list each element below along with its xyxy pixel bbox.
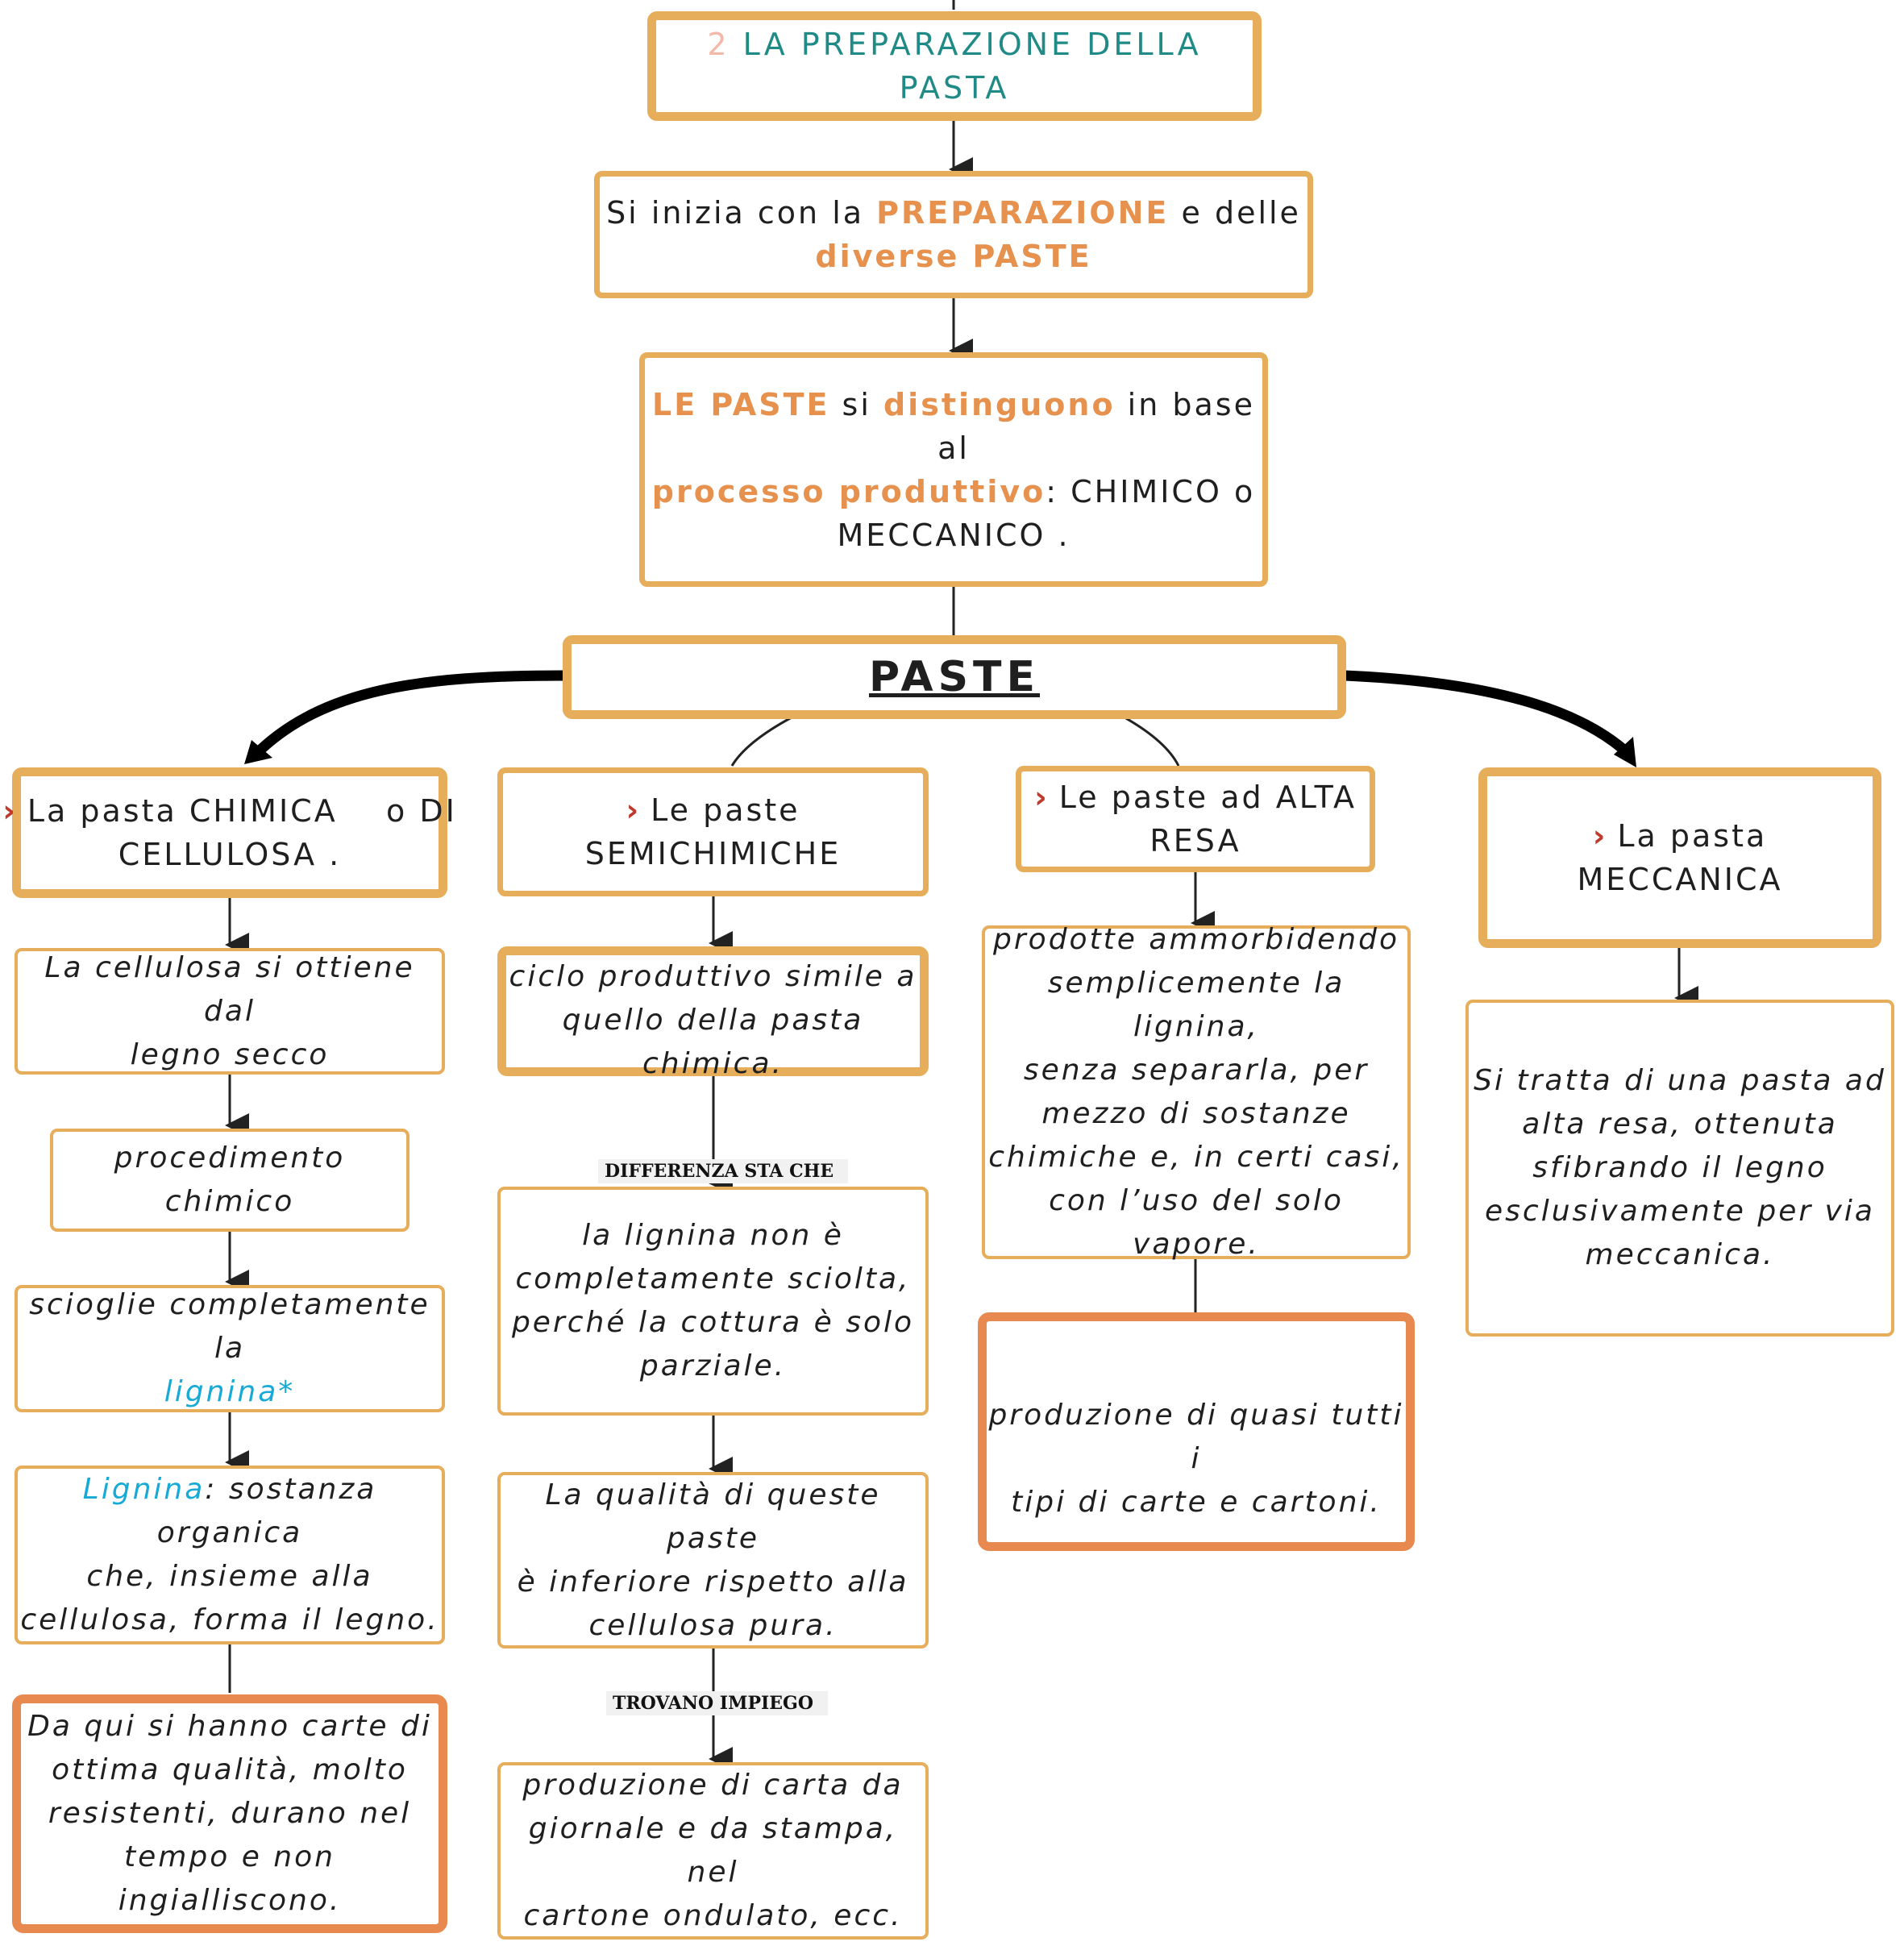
chimica-step1-line1: La cellulosa si ottiene dal (44, 950, 415, 1028)
chimica-step4-line2: che, insieme alla (86, 1560, 373, 1593)
semichimiche-step2-line4: parziale. (639, 1349, 787, 1382)
semichimiche-step3-box (497, 1472, 929, 1649)
meccanica-step1-line1: Si tratta di una pasta ad (1474, 1064, 1886, 1097)
title-box (647, 11, 1262, 121)
chimica-result-line1: Da qui si hanno carte di (27, 1710, 432, 1743)
semichimiche-step2-line1: la lignina non è (582, 1219, 844, 1252)
distinction-highlight-distinguono: distinguono (883, 386, 1116, 422)
chimica-step2-box (50, 1129, 409, 1232)
distinction-text-3: : CHIMICO o (1046, 473, 1256, 509)
semichimiche-result-line3: cartone ondulato, ecc. (523, 1899, 903, 1932)
semichimiche-header-line1: Le paste (651, 792, 800, 828)
chevron-right-icon: › (2, 793, 18, 829)
semichimiche-step1-box (497, 946, 929, 1080)
meccanica-step1-line2: alta resa, ottenuta (1522, 1108, 1838, 1141)
semichimiche-result-line1: produzione di carta da (522, 1769, 904, 1802)
alta-resa-result-line2: tipi di carte e cartoni. (1011, 1486, 1382, 1519)
meccanica-step1-line3: sfibrando il legno (1532, 1151, 1827, 1184)
chimica-step1-box (15, 948, 445, 1075)
intro-text-mid: e delle (1169, 195, 1301, 231)
label-differenza: DIFFERENZA STA CHE (598, 1159, 848, 1183)
semichimiche-header-box (497, 767, 929, 896)
alta-resa-header-box (1016, 766, 1375, 872)
alta-resa-step1-line5: chimiche e, in certi casi, (988, 1141, 1404, 1174)
distinction-highlight-paste: LE PASTE (652, 386, 830, 422)
curve-to-semichimiche (732, 717, 792, 766)
chevron-right-icon: › (626, 792, 642, 828)
alta-resa-header-line1: Le paste ad ALTA (1058, 780, 1357, 815)
alta-resa-step1-line6: con l’uso del solo vapore. (1049, 1184, 1344, 1261)
chimica-step3-box (15, 1285, 445, 1412)
semichimiche-step1-line2: quello della pasta (562, 1004, 864, 1037)
meccanica-step1-line4: esclusivamente per via (1485, 1195, 1875, 1228)
distinction-highlight-processo: processo produttivo (651, 473, 1046, 509)
semichimiche-step1-line1: ciclo produttivo simile a (509, 960, 917, 993)
meccanica-step1-box (1465, 1000, 1894, 1337)
chimica-step2-line2: chimico (164, 1185, 295, 1218)
intro-highlight-preparazione: PREPARAZIONE (876, 195, 1170, 231)
alta-resa-step1-line4: mezzo di sostanze (1041, 1097, 1351, 1130)
alta-resa-step1-line3: senza separarla, per (1023, 1054, 1370, 1087)
chevron-right-icon: › (1034, 780, 1050, 815)
paste-title: PASTE (868, 653, 1041, 701)
alta-resa-result-line1: produzione di quasi tutti i (988, 1399, 1404, 1475)
distinction-text-2: in base al (937, 386, 1255, 466)
label-trovano-impiego: TROVANO IMPIEGO (606, 1691, 828, 1715)
semichimiche-step2-line2: completamente sciolta, (515, 1262, 911, 1295)
chevron-right-icon: › (1592, 818, 1608, 854)
chimica-step4-line3: cellulosa, forma il legno. (20, 1603, 439, 1636)
meccanica-header-text: La pasta MECCANICA (1577, 818, 1783, 897)
chimica-header-line2: CELLULOSA . (118, 837, 342, 872)
arrow-to-meccanica (1345, 676, 1628, 754)
chimica-step4-box (15, 1466, 445, 1644)
distinction-text-1: si (829, 386, 883, 422)
chimica-result-line4: tempo e non ingialliscono. (118, 1840, 342, 1917)
intro-box (594, 171, 1313, 298)
alta-resa-result-box (978, 1312, 1415, 1551)
alta-resa-step1-box (982, 925, 1411, 1259)
semichimiche-result-box (497, 1762, 929, 1940)
title-text: LA PREPARAZIONE DELLA PASTA (742, 27, 1202, 106)
alta-resa-header-line2: RESA (1149, 823, 1241, 859)
curve-to-alta-resa (1125, 717, 1179, 766)
chimica-result-box (12, 1694, 447, 1933)
alta-resa-step1-line2: semplicemente la lignina, (1047, 967, 1345, 1043)
chimica-step4-line1: : sostanza organica (156, 1473, 377, 1549)
title-number: 2 (707, 27, 730, 62)
distinction-text-4: MECCANICO . (837, 517, 1070, 553)
distinction-box (639, 352, 1268, 587)
semichimiche-step3-line1: La qualità di queste paste (545, 1478, 881, 1555)
intro-highlight-paste: diverse PASTE (815, 239, 1092, 274)
semichimiche-step1-line3: chimica. (642, 1047, 784, 1080)
chimica-header-box (2, 767, 457, 898)
intro-text-pre: Si inizia con la (606, 195, 877, 231)
semichimiche-step2-box (497, 1187, 929, 1416)
chimica-result-line3: resistenti, durano nel (48, 1797, 412, 1830)
alta-resa-step1-line1: prodotte ammorbidendo (993, 923, 1399, 956)
meccanica-step1-line5: meccanica. (1585, 1238, 1775, 1271)
chimica-header-line1: La pasta CHIMICA o DI (27, 793, 457, 829)
chimica-step1-line2: legno secco (130, 1037, 330, 1071)
semichimiche-header-line2: SEMICHIMICHE (584, 836, 842, 871)
semichimiche-step2-line3: perché la cottura è solo (511, 1306, 915, 1339)
chimica-step4-lignina: Lignina (82, 1473, 206, 1506)
chimica-step2-line1: procedimento (114, 1141, 346, 1175)
chimica-step3-line1: scioglie completamente la (29, 1288, 430, 1365)
semichimiche-result-line2: giornale e da stampa, nel (528, 1812, 898, 1889)
paste-box (563, 635, 1346, 719)
arrow-to-chimica (256, 676, 564, 754)
chimica-step3-lignina: lignina* (164, 1375, 296, 1408)
semichimiche-step3-line2: è inferiore rispetto alla (517, 1565, 909, 1599)
chimica-result-line2: ottima qualità, molto (52, 1753, 408, 1786)
semichimiche-step3-line3: cellulosa pura. (588, 1608, 838, 1642)
meccanica-header-box (1478, 767, 1881, 948)
